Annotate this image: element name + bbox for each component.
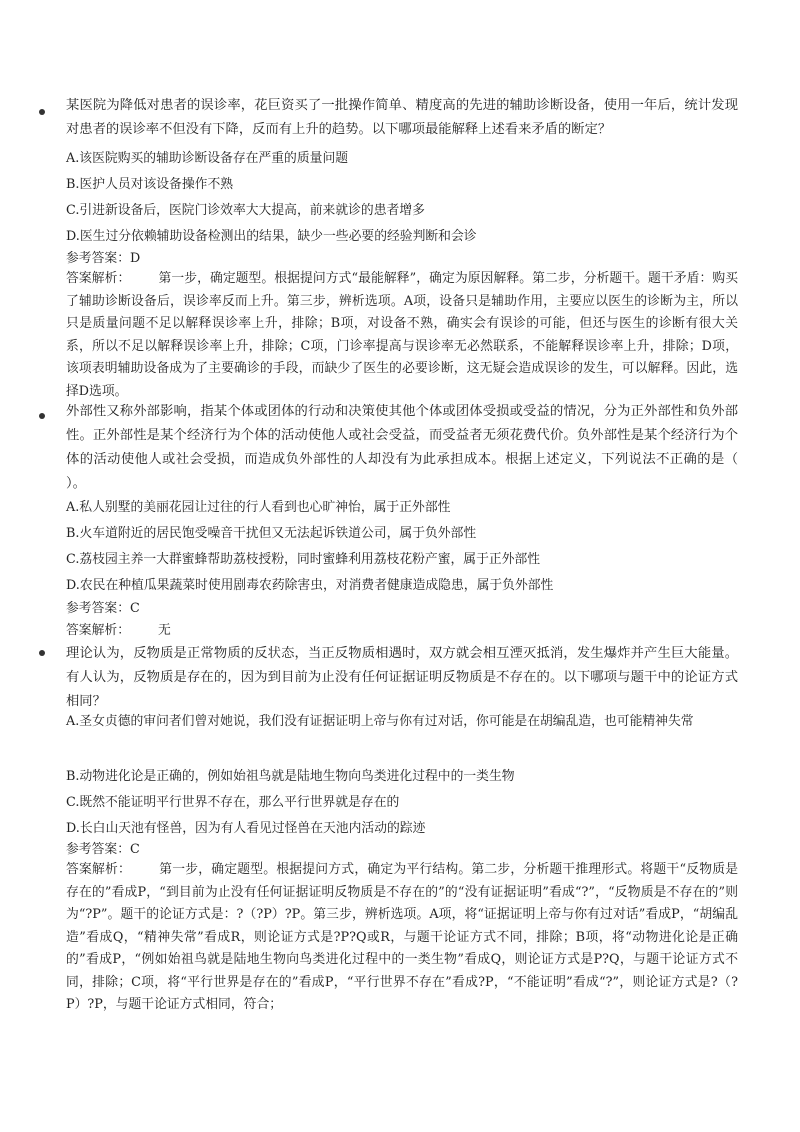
option-a: A.该医院购买的辅助诊断设备存在严重的质量问题 <box>66 151 349 166</box>
explanation-text: 无 <box>157 623 171 638</box>
explanation-text: 第一步，确定题型。根据提问方式，确定为平行结构。第二步，分析题干推理形式。将题干“反物质是存在的”看成P，“到目前为止没有任何证据证明反物质是不存在的”的“没有证据证明”看成“?”，“反物质是不存在的”则为“?P”。题干的论证方式是：?（?P）?P。第三步，辨析选项。A项，将“证据证明上帝与你有过对话”看成P，“胡编乱造”看成Q，“精神失常”看成R，则论证方式是?P?Q或R，与题干论证方式不同，排除；B项，将“动物进化论是正确的”看成P，“例如始祖鸟就是陆地生物向鸟类进化过程中的一类生物”看成Q，则论证方式是P?Q，与题干论证方式不同，排除；C项，将“平行世界是存在的”看成P，“平行世界不存在”看成?P，“不能证明”看成“?”，则论证方式是?（?P）?P，与题干论证方式相同，符合； <box>66 862 739 1012</box>
explanation-label: 答案解析： <box>66 271 131 286</box>
reference-answer: 参考答案：C <box>66 842 140 857</box>
question-stem: 某医院为降低对患者的误诊率，花巨资买了一批操作简单、精度高的先进的辅助诊断设备，使用一年后，统计发现对患者的误诊率不但没有下降，反而有上升的趋势。以下哪项最能解释上述看来矛盾的断定？ <box>66 98 738 137</box>
option-b: B.动物进化论是正确的，例如始祖鸟就是陆地生物向鸟类进化过程中的一类生物 <box>66 769 515 784</box>
option-b: B.医护人员对该设备操作不熟 <box>66 177 234 192</box>
question-stem: 外部性又称外部影响，指某个体或团体的行动和决策使其他个体或团体受损或受益的情况，分为正外部性和负外部性。正外部性是某个经济行为个体的活动使他人或社会受益，而受益者无须花费代价。负外部性是某个经济行为个体的活动使他人或社会受损，而造成负外部性的人却没有为此承担成本。根据上述定义，下列说法不正确的是（ ）。 <box>66 404 738 491</box>
option-b: B.火车道附近的居民饱受噪音干扰但又无法起诉铁道公司，属于负外部性 <box>66 526 477 541</box>
explanation-label: 答案解析： <box>66 862 132 877</box>
option-d: D.医生过分依赖辅助设备检测出的结果，缺少一些必要的经验判断和会诊 <box>66 229 477 244</box>
option-c: C.引进新设备后，医院门诊效率大大提高，前来就诊的患者增多 <box>66 203 425 218</box>
option-d: D.长白山天池有怪兽，因为有人看见过怪兽在天池内活动的踪迹 <box>66 821 426 836</box>
option-c: C.既然不能证明平行世界不存在，那么平行世界就是存在的 <box>66 795 400 810</box>
option-d: D.农民在种植瓜果蔬菜时使用剧毒农药除害虫，对消费者健康造成隐患，属于负外部性 <box>66 578 554 593</box>
option-a: A.圣女贞德的审问者们曾对她说，我们没有证据证明上帝与你有过对话，你可能是在胡编乱造，也可能精神失常 <box>66 714 694 729</box>
answer-explanation <box>66 622 738 640</box>
answer-explanation <box>66 268 738 403</box>
bullet-icon <box>39 650 45 656</box>
bullet-icon <box>39 109 45 115</box>
option-a: A.私人别墅的美丽花园让过往的行人看到也心旷神怡，属于正外部性 <box>66 500 451 515</box>
answer-explanation <box>66 859 738 1017</box>
option-c: C.荔枝园主养一大群蜜蜂帮助荔枝授粉，同时蜜蜂利用荔枝花粉产蜜，属于正外部性 <box>66 552 541 567</box>
reference-answer: 参考答案：D <box>66 251 141 266</box>
bullet-icon <box>39 413 45 419</box>
reference-answer: 参考答案：C <box>66 601 140 616</box>
question-stem: 理论认为，反物质是正常物质的反状态，当正反物质相遇时，双方就会相互湮灭抵消，发生爆炸并产生巨大能量。有人认为，反物质是存在的，因为到目前为止没有任何证据证明反物质是不存在的。以下哪项与题干中的论证方式相同？ <box>66 646 738 709</box>
explanation-text: 第一步，确定题型。根据提问方式“最能解释”，确定为原因解释。第二步，分析题干。题干矛盾：购买了辅助诊断设备后，误诊率反而上升。第三步，辨析选项。A项，设备只是辅助作用，主要应以医生的诊断为主，所以只是质量问题不足以解释误诊率上升，排除；B项，对设备不熟，确实会有误诊的可能，但还与医生的诊断有很大关系，所以不足以解释误诊率上升，排除；C项，门诊率提高与误诊率无必然联系，不能解释误诊率上升，排除；D项，该项表明辅助设备成为了主要确诊的手段，而缺少了医生的必要诊断，这无疑会造成误诊的发生，可以解释。因此，选择D选项。 <box>66 271 739 399</box>
explanation-label: 答案解析： <box>66 623 130 638</box>
